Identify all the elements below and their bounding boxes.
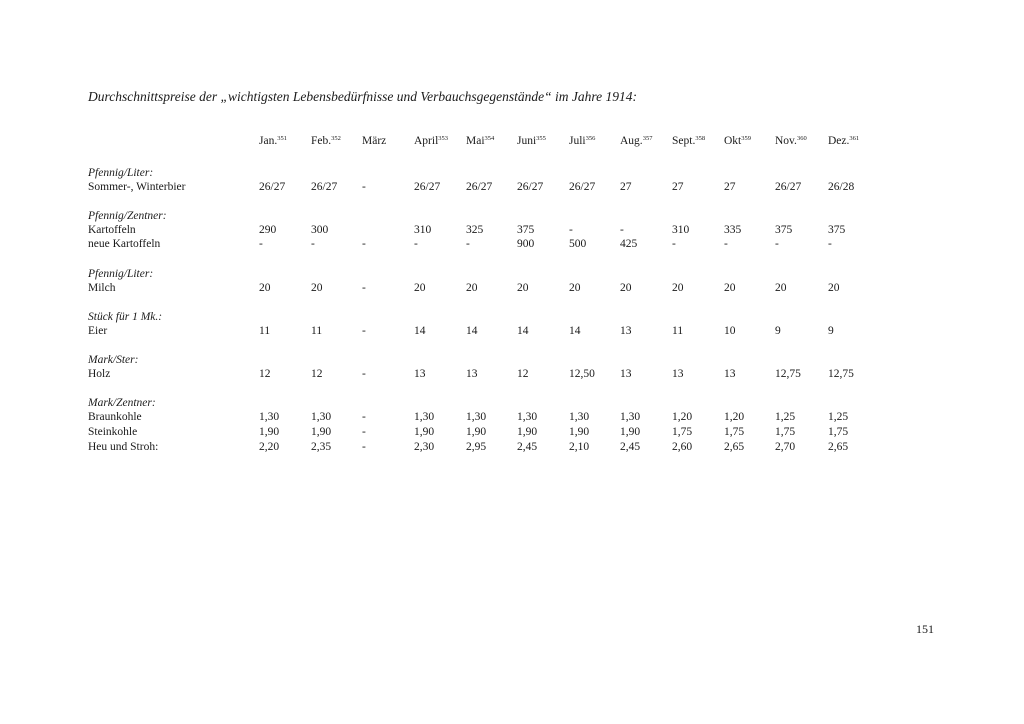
table-cell: 1,30 — [569, 411, 590, 423]
table-cell: - — [311, 238, 315, 250]
table-row — [0, 324, 1024, 338]
month-label: Sept. — [672, 135, 696, 147]
table-cell: - — [414, 238, 418, 250]
row-label: neue Kartoffeln — [88, 238, 161, 250]
unit-heading: Mark/Zentner: — [88, 397, 156, 409]
table-cell: 12 — [311, 368, 323, 380]
month-label: Aug. — [620, 135, 643, 147]
row-label: Kartoffeln — [88, 224, 136, 236]
table-cell: 325 — [466, 224, 484, 236]
month-label: Okt — [724, 135, 742, 147]
table-cell: 1,30 — [466, 411, 487, 423]
table-cell: 1,90 — [517, 426, 538, 438]
table-cell: - — [775, 238, 779, 250]
footnote-ref: 354 — [484, 135, 495, 142]
month-label: Feb. — [311, 135, 332, 147]
table-cell: 26/27 — [466, 181, 493, 193]
table-cell: 1,90 — [620, 426, 641, 438]
table-cell: - — [362, 426, 366, 438]
table-cell: 310 — [672, 224, 690, 236]
table-cell: - — [362, 441, 366, 453]
table-cell: 20 — [466, 282, 478, 294]
table-cell: 500 — [569, 238, 587, 250]
table-cell: 20 — [259, 282, 271, 294]
table-cell: 2,10 — [569, 441, 590, 453]
unit-heading: Pfennig/Liter: — [88, 167, 154, 179]
table-cell: - — [362, 238, 366, 250]
table-cell: 12,75 — [828, 368, 854, 380]
table-cell: 14 — [466, 325, 478, 337]
table-cell: 1,90 — [259, 426, 280, 438]
table-cell: 13 — [620, 325, 632, 337]
table-cell: 11 — [311, 325, 323, 337]
table-cell: 13 — [466, 368, 478, 380]
table-cell: 1,90 — [466, 426, 487, 438]
footnote-ref: 353 — [438, 135, 449, 142]
table-cell: 2,60 — [672, 441, 693, 453]
table-cell: 1,90 — [311, 426, 332, 438]
table-cell: 12,50 — [569, 368, 595, 380]
table-cell: 2,70 — [775, 441, 796, 453]
row-label: Milch — [88, 282, 116, 294]
table-cell: - — [828, 238, 832, 250]
table-cell: 1,30 — [311, 411, 332, 423]
table-cell: 26/28 — [828, 181, 855, 193]
footnote-ref: 360 — [796, 135, 807, 142]
table-cell: 14 — [517, 325, 529, 337]
table-cell: 20 — [620, 282, 632, 294]
table-cell: 26/27 — [259, 181, 286, 193]
table-cell: 2,65 — [828, 441, 849, 453]
row-label: Steinkohle — [88, 426, 138, 438]
footnote-ref: 361 — [849, 135, 860, 142]
table-cell: - — [259, 238, 263, 250]
table-cell: 13 — [724, 368, 736, 380]
table-cell: - — [362, 368, 366, 380]
table-cell: - — [672, 238, 676, 250]
row-label: Sommer-, Winterbier — [88, 181, 186, 193]
table-cell: 13 — [672, 368, 684, 380]
month-label: März — [362, 135, 387, 147]
table-cell: 20 — [828, 282, 840, 294]
table-cell: 20 — [414, 282, 426, 294]
month-label: Juni — [517, 135, 537, 147]
table-cell: 26/27 — [414, 181, 441, 193]
table-cell: 290 — [259, 224, 277, 236]
row-label: Braunkohle — [88, 411, 142, 423]
table-cell: 20 — [672, 282, 684, 294]
table-cell: - — [466, 238, 470, 250]
row-label: Heu und Stroh: — [88, 441, 159, 453]
table-cell: 20 — [724, 282, 736, 294]
row-label: Holz — [88, 368, 111, 380]
unit-heading: Pfennig/Liter: — [88, 268, 154, 280]
table-cell: 20 — [775, 282, 787, 294]
table-cell: 1,25 — [775, 411, 796, 423]
table-cell: - — [569, 224, 573, 236]
table-cell: 27 — [724, 181, 736, 193]
table-cell: 425 — [620, 238, 638, 250]
table-cell: 20 — [311, 282, 323, 294]
table-cell: - — [362, 411, 366, 423]
table-row — [0, 425, 1024, 439]
table-cell: 27 — [672, 181, 684, 193]
table-cell: 1,20 — [672, 411, 693, 423]
table-cell: - — [362, 325, 366, 337]
table-cell: 300 — [311, 224, 329, 236]
table-cell: 12,75 — [775, 368, 801, 380]
table-cell: 2,35 — [311, 441, 332, 453]
table-cell: 9 — [828, 325, 834, 337]
table-cell: 14 — [569, 325, 581, 337]
table-cell: 27 — [620, 181, 632, 193]
table-cell: 13 — [414, 368, 426, 380]
table-cell: 26/27 — [517, 181, 544, 193]
table-row — [0, 281, 1024, 295]
footnote-ref: 355 — [536, 135, 546, 142]
table-cell: 1,75 — [724, 426, 745, 438]
footnote-ref: 359 — [741, 135, 751, 142]
unit-heading: Mark/Ster: — [88, 354, 139, 366]
table-cell: 20 — [569, 282, 581, 294]
footnote-ref: 356 — [585, 135, 596, 142]
row-label: Eier — [88, 325, 108, 337]
table-cell: - — [620, 224, 624, 236]
month-label: Dez. — [828, 135, 850, 147]
table-cell: 20 — [517, 282, 529, 294]
table-cell: 26/27 — [569, 181, 596, 193]
table-cell: 1,30 — [517, 411, 538, 423]
table-cell: 1,90 — [569, 426, 590, 438]
footnote-ref: 358 — [695, 135, 706, 142]
table-cell: 2,20 — [259, 441, 280, 453]
table-cell: 10 — [724, 325, 736, 337]
table-cell: 1,30 — [259, 411, 280, 423]
table-cell: 12 — [259, 368, 271, 380]
table-cell: 9 — [775, 325, 781, 337]
table-cell: 2,45 — [517, 441, 538, 453]
month-label: Jan. — [259, 135, 278, 147]
month-label: Nov. — [775, 135, 797, 147]
month-label: Mai — [466, 135, 485, 147]
table-cell: 2,95 — [466, 441, 487, 453]
table-cell: 14 — [414, 325, 426, 337]
table-cell: 2,65 — [724, 441, 745, 453]
table-row — [0, 237, 1024, 251]
footnote-ref: 357 — [642, 135, 653, 142]
footnote-ref: 351 — [277, 135, 287, 142]
month-label: Juli — [569, 135, 586, 147]
table-cell: 335 — [724, 224, 742, 236]
table-cell: 12 — [517, 368, 529, 380]
table-row — [0, 440, 1024, 454]
table-cell: 1,75 — [672, 426, 693, 438]
table-cell: 310 — [414, 224, 432, 236]
table-row — [0, 367, 1024, 381]
month-label: April — [414, 135, 439, 147]
table-row — [0, 410, 1024, 424]
footnote-ref: 352 — [331, 135, 341, 142]
unit-heading: Pfennig/Zentner: — [88, 210, 167, 222]
table-cell: 11 — [259, 325, 271, 337]
table-cell: 1,30 — [620, 411, 641, 423]
table-cell: 1,90 — [414, 426, 435, 438]
table-cell: 26/27 — [775, 181, 802, 193]
table-cell: 1,30 — [414, 411, 435, 423]
table-row — [0, 180, 1024, 194]
table-cell: - — [362, 282, 366, 294]
table-cell: 375 — [828, 224, 846, 236]
table-cell: 375 — [775, 224, 793, 236]
table-title: Durchschnittspreise der „wichtigsten Lebensbedürfnisse und Verbauchsgegenstände“ im Jahre 1914: — [88, 89, 637, 104]
table-cell: 1,75 — [775, 426, 796, 438]
table-cell: 2,45 — [620, 441, 641, 453]
table-cell: 13 — [620, 368, 632, 380]
table-cell: - — [724, 238, 728, 250]
table-cell: 11 — [672, 325, 684, 337]
page-number: 151 — [916, 622, 934, 636]
table-row — [0, 223, 1024, 237]
table-cell: 2,30 — [414, 441, 435, 453]
table-cell: 26/27 — [311, 181, 338, 193]
table-cell: 1,25 — [828, 411, 849, 423]
table-cell: 1,20 — [724, 411, 745, 423]
table-cell: 375 — [517, 224, 535, 236]
table-cell: - — [362, 181, 366, 193]
table-cell: 1,75 — [828, 426, 849, 438]
unit-heading: Stück für 1 Mk.: — [88, 311, 163, 323]
table-cell: 900 — [517, 238, 535, 250]
